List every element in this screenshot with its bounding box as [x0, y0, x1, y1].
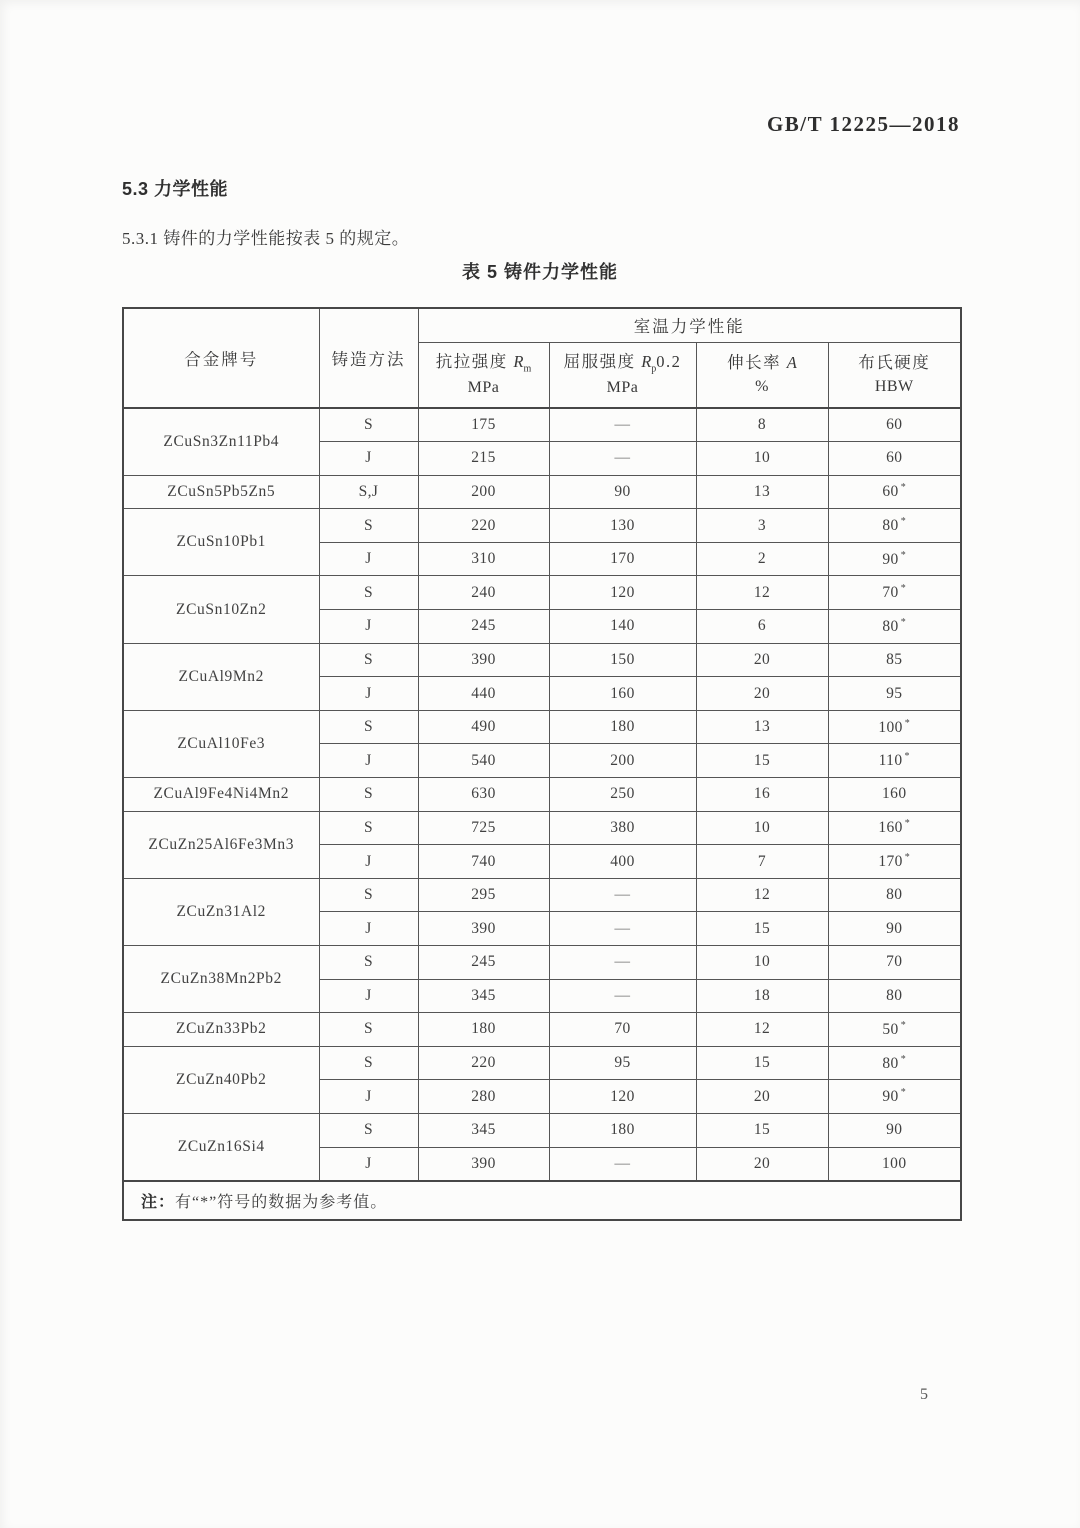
reference-value-asterisk: * [900, 1053, 907, 1065]
tensile-strength-cell: 220 [418, 509, 549, 543]
hardness-cell: 60 [828, 442, 961, 476]
tensile-strength-cell: 180 [418, 1013, 549, 1047]
sub-column-header-2: 伸长率 A % [696, 342, 828, 408]
tensile-strength-cell: 630 [418, 778, 549, 812]
method-cell: J [319, 979, 418, 1013]
table-body [123, 408, 961, 1182]
table-header [123, 308, 961, 408]
hardness-cell: 100 * [828, 710, 961, 744]
table-row [123, 408, 961, 442]
elongation-cell: 15 [696, 912, 828, 946]
yield-strength-cell: 380 [549, 811, 696, 845]
elongation-cell: 3 [696, 509, 828, 543]
elongation-cell: 13 [696, 710, 828, 744]
tensile-strength-cell: 740 [418, 845, 549, 879]
tensile-strength-cell: 280 [418, 1080, 549, 1114]
alloy-name-cell: ZCuSn10Zn2 [123, 576, 319, 643]
table-caption: 表 5 铸件力学性能 [461, 262, 618, 282]
hardness-cell: 170 * [828, 845, 961, 879]
yield-strength-cell: 70 [549, 1013, 696, 1047]
tensile-strength-cell: 240 [418, 576, 549, 610]
method-cell: S [319, 778, 418, 812]
yield-strength-cell: 180 [549, 710, 696, 744]
tensile-strength-cell: 245 [418, 946, 549, 980]
hardness-cell: 70 [828, 946, 961, 980]
method-cell: S [319, 509, 418, 543]
tensile-strength-cell: 390 [418, 643, 549, 677]
alloy-name-cell: ZCuAl9Mn2 [123, 643, 319, 710]
yield-strength-cell: — [549, 979, 696, 1013]
method-cell: J [319, 442, 418, 476]
tensile-strength-cell: 220 [418, 1046, 549, 1080]
method-cell: J [319, 744, 418, 778]
reference-value-asterisk: * [900, 1087, 907, 1099]
method-cell: S [319, 710, 418, 744]
tensile-strength-cell: 440 [418, 677, 549, 711]
sub-column-header-3: 布氏硬度 HBW [828, 342, 961, 408]
yield-strength-cell: 120 [549, 576, 696, 610]
section-heading: 5.3 力学性能 [122, 179, 229, 199]
hardness-cell: 160 * [828, 811, 961, 845]
elongation-cell: 20 [696, 1080, 828, 1114]
alloy-name-cell: ZCuZn25Al6Fe3Mn3 [123, 811, 319, 878]
yield-strength-cell: 400 [549, 845, 696, 879]
method-cell: J [319, 845, 418, 879]
yield-strength-cell: 170 [549, 542, 696, 576]
elongation-cell: 20 [696, 1147, 828, 1181]
reference-value-asterisk: * [904, 751, 910, 763]
note-label: 注： [141, 1194, 176, 1212]
elongation-cell: 16 [696, 778, 828, 812]
tensile-strength-cell: 310 [418, 542, 549, 576]
elongation-cell: 10 [696, 811, 828, 845]
table-row [123, 1013, 961, 1047]
elongation-cell: 2 [696, 542, 828, 576]
alloy-name-cell: ZCuSn5Pb5Zn5 [123, 475, 319, 509]
method-cell: J [319, 542, 418, 576]
hardness-cell: 100 [828, 1147, 961, 1181]
hardness-cell: 85 [828, 643, 961, 677]
method-cell: S [319, 408, 418, 442]
yield-strength-cell: 130 [549, 509, 696, 543]
method-cell: S [319, 946, 418, 980]
tensile-strength-cell: 295 [418, 878, 549, 912]
yield-strength-cell: 95 [549, 1046, 696, 1080]
hardness-cell: 160 [828, 778, 961, 812]
table-row [123, 1046, 961, 1080]
elongation-cell: 15 [696, 1113, 828, 1147]
method-cell: S [319, 878, 418, 912]
table-row [123, 946, 961, 980]
alloy-name-cell: ZCuAl9Fe4Ni4Mn2 [123, 778, 319, 812]
elongation-cell: 15 [696, 744, 828, 778]
note-text: 有“*”符号的数据为参考值。 [175, 1194, 388, 1212]
mechanical-properties-table [122, 307, 962, 1221]
elongation-cell: 18 [696, 979, 828, 1013]
method-cell: S [319, 576, 418, 610]
method-cell: J [319, 610, 418, 644]
hardness-cell: 90 * [828, 542, 961, 576]
hardness-cell: 80 [828, 979, 961, 1013]
tensile-strength-cell: 490 [418, 710, 549, 744]
yield-strength-cell: 150 [549, 643, 696, 677]
hardness-cell: 90 [828, 1113, 961, 1147]
yield-strength-cell: — [549, 878, 696, 912]
yield-strength-cell: 120 [549, 1080, 696, 1114]
reference-value-asterisk: * [900, 583, 907, 595]
yield-strength-cell: — [549, 408, 696, 442]
elongation-cell: 20 [696, 677, 828, 711]
reference-value-asterisk: * [904, 717, 911, 729]
method-cell: S [319, 1013, 418, 1047]
tensile-strength-cell: 540 [418, 744, 549, 778]
tensile-strength-cell: 215 [418, 442, 549, 476]
elongation-cell: 10 [696, 946, 828, 980]
alloy-name-cell: ZCuSn10Pb1 [123, 509, 319, 576]
sub-column-header-0: 抗拉强度 $R_m$ MPa [418, 342, 549, 408]
reference-value-asterisk: * [900, 616, 907, 628]
table-row [123, 576, 961, 610]
hardness-cell: 80 [828, 878, 961, 912]
hardness-cell: 60 [828, 408, 961, 442]
reference-value-asterisk: * [900, 1019, 907, 1031]
standard-number: GB/T 12225—2018 [766, 112, 960, 136]
method-cell: S [319, 643, 418, 677]
hardness-cell: 80 * [828, 1046, 961, 1080]
tensile-strength-cell: 345 [418, 1113, 549, 1147]
elongation-cell: 13 [696, 475, 828, 509]
method-cell: S [319, 1046, 418, 1080]
table-footer [123, 1181, 961, 1220]
tensile-strength-cell: 725 [418, 811, 549, 845]
tensile-strength-cell: 245 [418, 610, 549, 644]
elongation-cell: 10 [696, 442, 828, 476]
alloy-name-cell: ZCuSn3Zn11Pb4 [123, 408, 319, 476]
group-column-header: 室温力学性能 [418, 308, 961, 342]
yield-strength-cell: 180 [549, 1113, 696, 1147]
table-row [123, 778, 961, 812]
table-row [123, 509, 961, 543]
alloy-name-cell: ZCuAl10Fe3 [123, 710, 319, 777]
method-cell: J [319, 1080, 418, 1114]
hardness-cell: 60 * [828, 475, 961, 509]
tensile-strength-cell: 345 [418, 979, 549, 1013]
elongation-cell: 20 [696, 643, 828, 677]
alloy-name-cell: ZCuZn16Si4 [123, 1113, 319, 1181]
table-row [123, 878, 961, 912]
tensile-strength-cell: 175 [418, 408, 549, 442]
yield-strength-cell: 140 [549, 610, 696, 644]
table-row [123, 1113, 961, 1147]
yield-strength-cell: 250 [549, 778, 696, 812]
page-number: 5 [920, 1386, 928, 1403]
elongation-cell: 7 [696, 845, 828, 879]
alloy-name-cell: ZCuZn38Mn2Pb2 [123, 946, 319, 1013]
method-cell: S,J [319, 475, 418, 509]
note-cell [123, 1181, 961, 1220]
method-cell: J [319, 677, 418, 711]
reference-value-asterisk: * [900, 482, 907, 494]
table-row [123, 475, 961, 509]
table-row [123, 811, 961, 845]
hardness-cell: 90 [828, 912, 961, 946]
yield-strength-cell: — [549, 912, 696, 946]
tensile-strength-cell: 200 [418, 475, 549, 509]
yield-strength-cell: — [549, 946, 696, 980]
clause-paragraph: 5.3.1 铸件的力学性能按表 5 的规定。 [122, 229, 410, 248]
hardness-cell: 90 * [828, 1080, 961, 1114]
method-cell: S [319, 1113, 418, 1147]
elongation-cell: 12 [696, 1013, 828, 1047]
tensile-strength-cell: 390 [418, 1147, 549, 1181]
hardness-cell: 110 * [828, 744, 961, 778]
yield-strength-cell: 160 [549, 677, 696, 711]
reference-value-asterisk: * [904, 818, 911, 830]
alloy-name-cell: ZCuZn40Pb2 [123, 1046, 319, 1113]
table-row [123, 643, 961, 677]
method-cell: S [319, 811, 418, 845]
yield-strength-cell: 90 [549, 475, 696, 509]
header-row-1 [123, 308, 961, 342]
hardness-cell: 50 * [828, 1013, 961, 1047]
method-column-header: 铸造方法 [319, 308, 418, 408]
alloy-name-cell: ZCuZn33Pb2 [123, 1013, 319, 1047]
elongation-cell: 12 [696, 576, 828, 610]
hardness-cell: 70 * [828, 576, 961, 610]
reference-value-asterisk: * [904, 851, 911, 863]
yield-strength-cell: — [549, 442, 696, 476]
elongation-cell: 6 [696, 610, 828, 644]
alloy-column-header: 合金牌号 [123, 308, 319, 408]
hardness-cell: 80 * [828, 509, 961, 543]
elongation-cell: 12 [696, 878, 828, 912]
yield-strength-cell: 200 [549, 744, 696, 778]
hardness-cell: 80 * [828, 610, 961, 644]
table-row [123, 710, 961, 744]
alloy-name-cell: ZCuZn31Al2 [123, 878, 319, 945]
elongation-cell: 8 [696, 408, 828, 442]
method-cell: J [319, 912, 418, 946]
method-cell: J [319, 1147, 418, 1181]
note-row [123, 1181, 961, 1220]
sub-column-header-1: 屈服强度 $R_p0.2$ MPa [549, 342, 696, 408]
elongation-cell: 15 [696, 1046, 828, 1080]
yield-strength-cell: — [549, 1147, 696, 1181]
reference-value-asterisk: * [900, 549, 907, 561]
reference-value-asterisk: * [900, 516, 907, 527]
tensile-strength-cell: 390 [418, 912, 549, 946]
hardness-cell: 95 [828, 677, 961, 711]
